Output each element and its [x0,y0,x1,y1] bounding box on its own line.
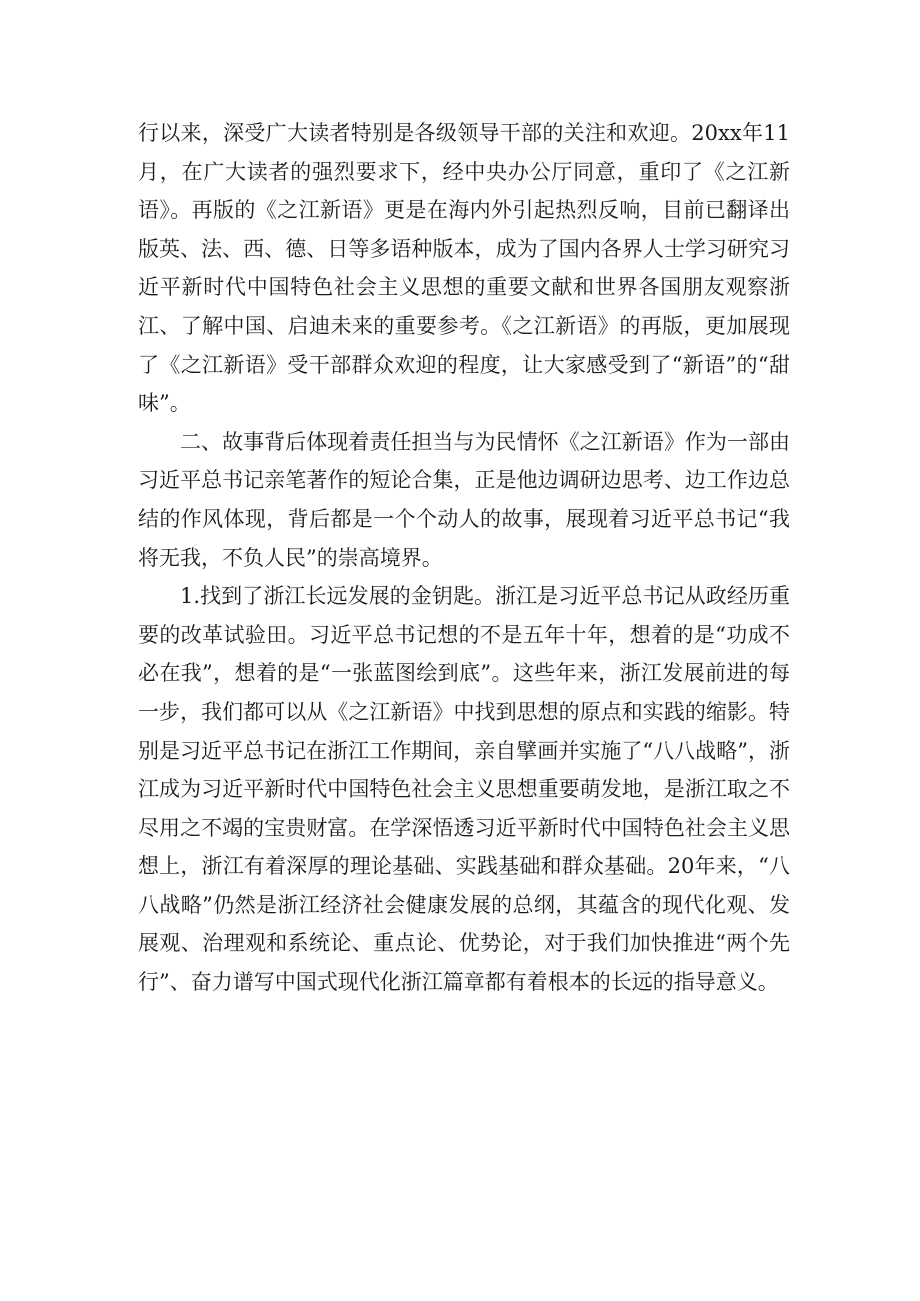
paragraph-1: 行以来，深受广大读者特别是各级领导干部的关注和欢迎。20xx年11月，在广大读者的强烈要求下，经中央办公厅同意，重印了《之江新语》。再版的《之江新语》更是在海内外引起热烈反响，目前已翻译出版英、法、西、德、日等多语种版本，成为了国内各界人士学习研究习近平新时代中国特色社会主义思想的重要文献和世界各国朋友观察浙江、了解中国、启迪未来的重要参考。《之江新语》的再版，更加展现了《之江新语》受干部群众欢迎的程度，让大家感受到了“新语”的“甜味”。 [138,121,790,416]
paragraph-2: 二、故事背后体现着责任担当与为民情怀《之江新语》作为一部由习近平总书记亲笔著作的短论合集，正是他边调研边思考、边工作边总结的作风体现，背后都是一个个动人的故事，展现着习近平总书记“我将无我，不负人民”的崇高境界。 [138,429,790,570]
paragraph-3: 1.找到了浙江长远发展的金钥匙。浙江是习近平总书记从政经历重要的改革试验田。习近平总书记想的不是五年十年，想着的是“功成不必在我”，想着的是“一张蓝图绘到底”。这些年来，浙江发展前进的每一步，我们都可以从《之江新语》中找到思想的原点和实践的缩影。特别是习近平总书记在浙江工作期间，亲自擘画并实施了“八八战略”，浙江成为习近平新时代中国特色社会主义思想重要萌发地，是浙江取之不尽用之不竭的宝贵财富。在学深悟透习近平新时代中国特色社会主义思想上，浙江有着深厚的理论基础、实践基础和群众基础。20年来，“八八战略”仍然是浙江经济社会健康发展的总纲，其蕴含的现代化观、发展观、治理观和系统论、重点论、优势论，对于我们加快推进“两个先行”、奋力谱写中国式现代化浙江篇章都有着根本的长远的指导意义。 [138,584,790,995]
document-body [138,114,790,1002]
